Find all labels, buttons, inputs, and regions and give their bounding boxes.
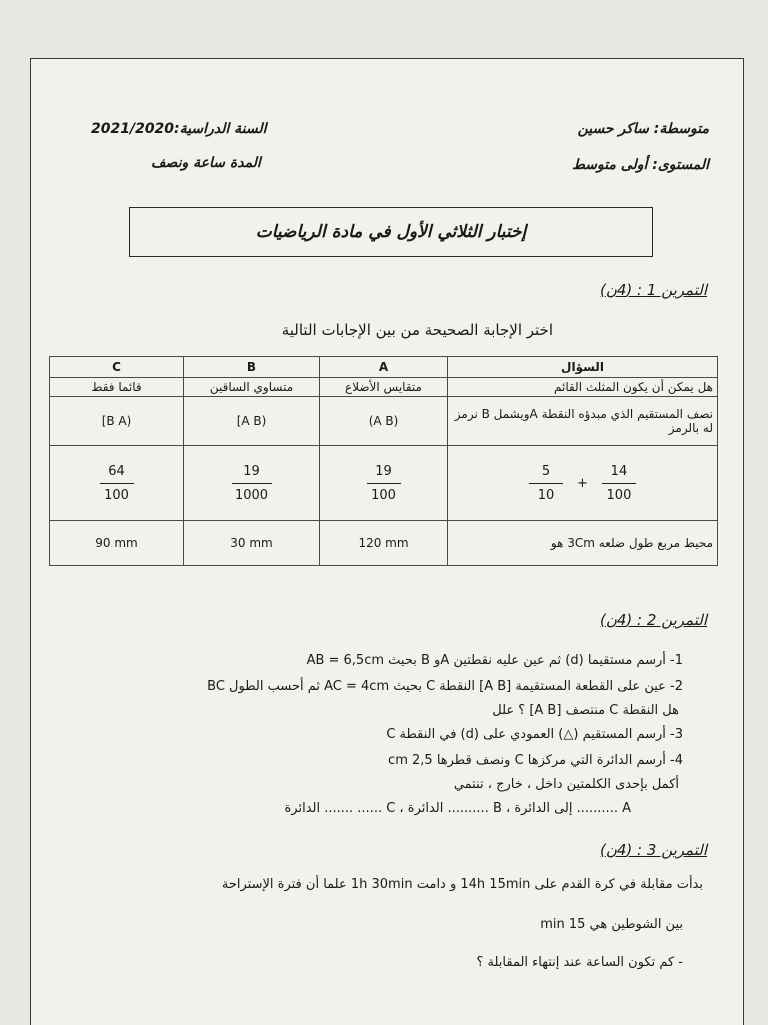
question xyxy=(448,446,718,521)
answer-c: قائما فقط xyxy=(50,378,184,397)
exercise-1-title: التمرين 1 : (4ن) xyxy=(600,281,707,299)
exercise-3-line: بين الشوطين هي 15 min xyxy=(540,917,683,932)
answer-b: [A B) xyxy=(184,397,320,446)
fraction xyxy=(100,464,134,503)
duration: المدة ساعة ونصف xyxy=(151,155,261,171)
numerator: 14 xyxy=(610,463,628,479)
fraction xyxy=(367,464,401,503)
table-header-row xyxy=(50,357,718,378)
fraction xyxy=(602,464,636,503)
col-header-b: B xyxy=(184,357,320,378)
col-header-a: A xyxy=(320,357,448,378)
fraction xyxy=(529,464,563,503)
answer-a: متقايس الأضلاع xyxy=(320,378,448,397)
exercise-3-title: التمرين 3 : (4ن) xyxy=(600,841,707,859)
denominator: 100 xyxy=(104,487,129,503)
school-name: متوسطة: ساكر حسين xyxy=(577,121,709,137)
denominator: 10 xyxy=(537,487,555,503)
answer-b: متساوي الساقين xyxy=(184,378,320,397)
denominator: 100 xyxy=(606,487,632,503)
exercise-2-line: 3- أرسم المستقيم (△) العمودي على (d) في النقطة C xyxy=(386,727,683,742)
numerator: 19 xyxy=(243,463,260,479)
exercise-2-line: هل النقطة C منتصف [A B] ؟ علل xyxy=(492,703,679,718)
exercise-2-title: التمرين 2 : (4ن) xyxy=(600,611,707,629)
denominator: 100 xyxy=(371,487,396,503)
question: نصف المستقيم الذي مبدؤه النقطة Aويشمل B نرمز له بالرمز xyxy=(448,397,718,446)
exercise-1-instruction: اختر الإجابة الصحيحة من بين الإجابات التالية xyxy=(281,321,553,339)
col-header-question: السؤال xyxy=(448,357,718,378)
answer-c: [B A) xyxy=(50,397,184,446)
table-row xyxy=(50,446,718,521)
exercise-2-line: 1- أرسم مستقيما (d) ثم عين عليه نقطتين Aو B بحيث AB = 6,5cm xyxy=(306,653,683,668)
answer-c xyxy=(50,446,184,521)
col-header-c: C xyxy=(50,357,184,378)
numerator: 19 xyxy=(375,463,392,479)
exercise-3-line: بدأت مقابلة في كرة القدم على 14h 15min و دامت 1h 30min علما أن فترة الإستراحة xyxy=(221,877,703,892)
table-row xyxy=(50,521,718,566)
answer-a: 120 mm xyxy=(320,521,448,566)
answer-a xyxy=(320,446,448,521)
denominator: 1000 xyxy=(234,487,269,503)
answer-c: 90 mm xyxy=(50,521,184,566)
question: محيط مربع طول ضلعه 3Cm هو xyxy=(448,521,718,566)
question: هل يمكن أن يكون المثلث القائم xyxy=(448,378,718,397)
exam-title: إختبار الثلاثي الأول في مادة الرياضيات xyxy=(129,207,653,257)
level: المستوى: أولى متوسط xyxy=(571,157,709,173)
exercise-2-line: 4- أرسم الدائرة التي مركزها C ونصف قطرها 2,5 cm xyxy=(388,753,683,768)
exercise-2-line: أكمل بإحدى الكلمتين داخل ، خارج ، تنتمي xyxy=(453,777,679,792)
exercise-2-line: A .......... إلى الدائرة ، B .......... الدائرة ، C ...... ....... الدائرة xyxy=(284,801,631,816)
numerator: 64 xyxy=(108,463,125,479)
plus-sign: + xyxy=(577,475,588,491)
answer-a: (A B) xyxy=(320,397,448,446)
numerator: 5 xyxy=(541,463,551,479)
mcq-table xyxy=(49,356,718,566)
table-row xyxy=(50,397,718,446)
exercise-2-line: 2- عين على القطعة المستقيمة [A B] النقطة C بحيث AC = 4cm ثم أحسب الطول BC xyxy=(207,679,683,694)
exercise-3-line: - كم تكون الساعة عند إنتهاء المقابلة ؟ xyxy=(476,955,683,970)
school-year: السنة الدراسية:2021/2020 xyxy=(91,121,267,137)
answer-b xyxy=(184,446,320,521)
exam-sheet xyxy=(30,58,744,1025)
fraction xyxy=(232,464,272,503)
answer-b: 30 mm xyxy=(184,521,320,566)
table-row xyxy=(50,378,718,397)
fraction-sum xyxy=(452,464,713,503)
